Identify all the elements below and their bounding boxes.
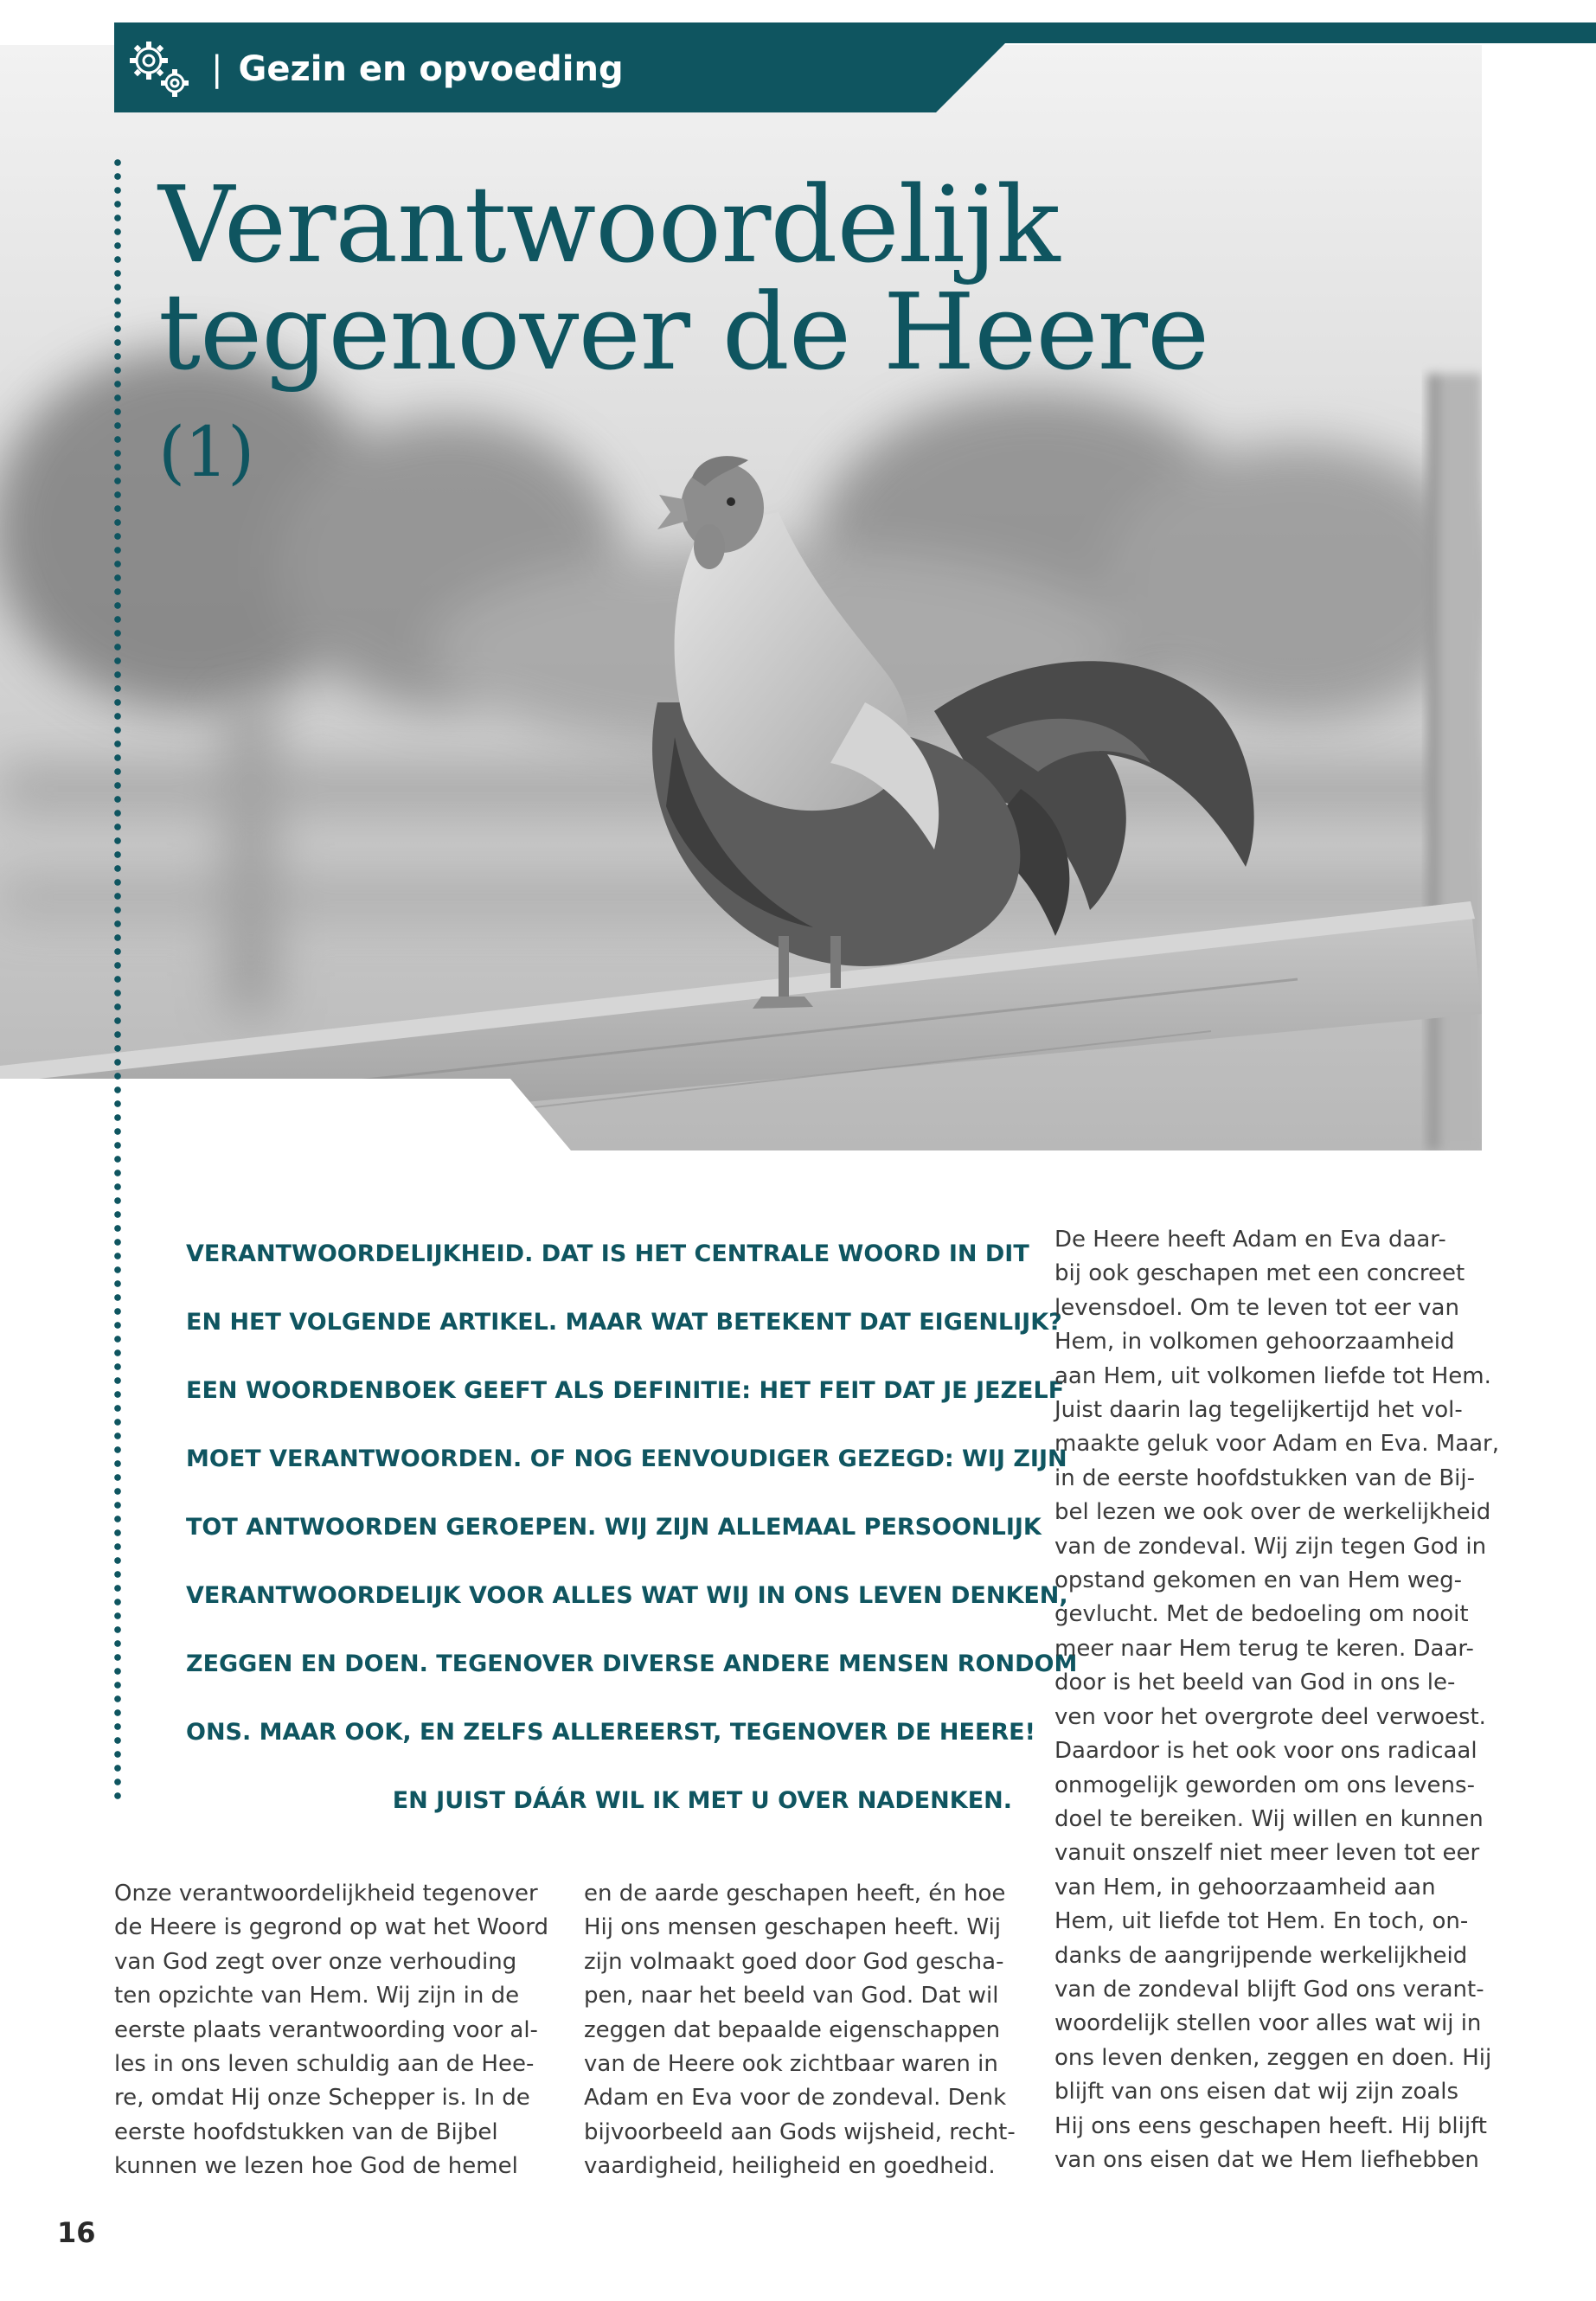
body-line: les in ons leven schuldig aan de Hee- (114, 2051, 535, 2078)
intro-line: ZEGGEN EN DOEN. TEGENOVER DIVERSE ANDERE MENSEN RONDOM (186, 1650, 1078, 1677)
intro-lead (186, 1220, 1078, 1835)
body-line: van ons eisen dat we Hem liefhebben (1054, 2146, 1479, 2173)
body-line: bel lezen we ook over de werkelijkheid (1054, 1499, 1491, 1526)
body-line: maakte geluk voor Adam en Eva. Maar, (1054, 1431, 1500, 1458)
title-part-number: (1) (158, 412, 254, 492)
body-line: van Hem, in gehoorzaamheid aan (1054, 1874, 1436, 1900)
body-line: eerste plaats verantwoording voor al- (114, 2016, 538, 2043)
title-line-2-text: tegenover de Heere (158, 271, 1209, 394)
body-line: zeggen dat bepaalde eigenschappen (584, 2016, 1001, 2043)
body-column-3 (1054, 1223, 1500, 2177)
body-line: zijn volmaakt goed door God gescha- (584, 1948, 1004, 1975)
body-column-1 (114, 1877, 547, 2184)
body-line: van God zegt over onze verhouding (114, 1948, 517, 1975)
title-line-2 (158, 271, 1283, 506)
body-line: De Heere heeft Adam en Eva daar- (1054, 1227, 1446, 1253)
body-line: vaardigheid, heiligheid en goedheid. (584, 2153, 996, 2180)
article-title (158, 163, 1283, 506)
body-line: Daardoor is het ook voor ons radicaal (1054, 1738, 1477, 1765)
body-line: van de Heere ook zichtbaar waren in (584, 2051, 998, 2078)
body-line: Hem, in volkomen gehoorzaamheid (1054, 1329, 1455, 1356)
intro-line: EEN WOORDENBOEK GEEFT ALS DEFINITIE: HET FEIT DAT JE JEZELF (186, 1377, 1065, 1404)
body-line: kunnen we lezen hoe God de hemel (114, 2153, 518, 2180)
body-line: opstand gekomen en van Hem weg- (1054, 1567, 1463, 1594)
body-line: onmogelijk geworden om ons levens- (1054, 1772, 1475, 1798)
intro-line: MOET VERANTWOORDEN. OF NOG EENVOUDIGER GEZEGD: WIJ ZIJN (186, 1445, 1067, 1472)
section-title: Gezin en opvoeding (238, 49, 624, 89)
body-line: doel te bereiken. Wij willen en kunnen (1054, 1805, 1484, 1832)
intro-line: ONS. MAAR OOK, EN ZELFS ALLEREERST, TEGENOVER DE HEERE! (186, 1719, 1035, 1746)
body-line: Hij ons mensen geschapen heeft. Wij (584, 1914, 1002, 1941)
body-line: bij ook geschapen met een concreet (1054, 1260, 1465, 1287)
body-line: de Heere is gegrond op wat het Woord (114, 1914, 548, 1941)
body-line: woordelijk stellen voor alles wat wij in (1054, 2010, 1482, 2037)
body-line: bijvoorbeeld aan Gods wijsheid, recht- (584, 2118, 1016, 2145)
body-line: in de eerste hoofdstukken van de Bij- (1054, 1465, 1476, 1491)
body-line: ven voor het overgrote deel verwoest. (1054, 1703, 1486, 1730)
body-line: meer naar Hem terug te keren. Daar- (1054, 1635, 1474, 1662)
dotted-rule (113, 156, 122, 1799)
body-line: gevlucht. Met de bedoeling om nooit (1054, 1601, 1469, 1628)
body-line: door is het beeld van God in ons le- (1054, 1670, 1456, 1696)
section-header (121, 26, 624, 112)
body-line: re, omdat Hij onze Schepper is. In de (114, 2085, 530, 2112)
body-line: Hem, uit liefde tot Hem. En toch, on- (1054, 1908, 1469, 1935)
body-line: levensdoel. Om te leven tot eer van (1054, 1294, 1459, 1321)
header-separator: | (211, 49, 223, 89)
intro-line: EN HET VOLGENDE ARTIKEL. MAAR WAT BETEKENT DAT EIGENLIJK? (186, 1309, 1062, 1336)
body-line: ten opzichte van Hem. Wij zijn in de (114, 1983, 520, 2009)
body-line: vanuit onszelf niet meer leven tot eer (1054, 1840, 1480, 1867)
gears-icon (121, 35, 199, 104)
body-line: ons leven denken, zeggen en doen. Hij (1054, 2044, 1492, 2071)
body-line: Hij ons eens geschapen heeft. Hij blijft (1054, 2112, 1487, 2139)
body-line: van de zondeval. Wij zijn tegen God in (1054, 1533, 1487, 1560)
intro-line: TOT ANTWOORDEN GEROEPEN. WIJ ZIJN ALLEMAAL PERSOONLIJK (186, 1514, 1042, 1541)
body-line: Onze verantwoordelijkheid tegenover (114, 1881, 538, 1907)
body-line: Juist daarin lag tegelijkertijd het vol- (1054, 1397, 1463, 1424)
intro-line: VERANTWOORDELIJK VOOR ALLES WAT WIJ IN ONS LEVEN DENKEN, (186, 1582, 1068, 1609)
body-line: danks de aangrijpende werkelijkheid (1054, 1942, 1468, 1969)
body-line: Adam en Eva voor de zondeval. Denk (584, 2085, 1007, 2112)
body-line: pen, naar het beeld van God. Dat wil (584, 1983, 999, 2009)
body-column-2 (584, 1877, 1016, 2184)
body-line: eerste hoofdstukken van de Bijbel (114, 2118, 498, 2145)
body-line: en de aarde geschapen heeft, én hoe (584, 1881, 1006, 1907)
intro-line: EN JUIST DÁÁR WIL IK MET U OVER NADENKEN. (392, 1787, 1012, 1814)
intro-line: VERANTWOORDELIJKHEID. DAT IS HET CENTRALE WOORD IN DIT (186, 1240, 1029, 1267)
body-line: aan Hem, uit volkomen liefde tot Hem. (1054, 1362, 1491, 1389)
body-line: van de zondeval blijft God ons verant- (1054, 1976, 1484, 2003)
title-line-1: Verantwoordelijk (158, 163, 1060, 286)
body-line: blijft van ons eisen dat wij zijn zoals (1054, 2079, 1459, 2106)
page-number: 16 (57, 2216, 96, 2249)
